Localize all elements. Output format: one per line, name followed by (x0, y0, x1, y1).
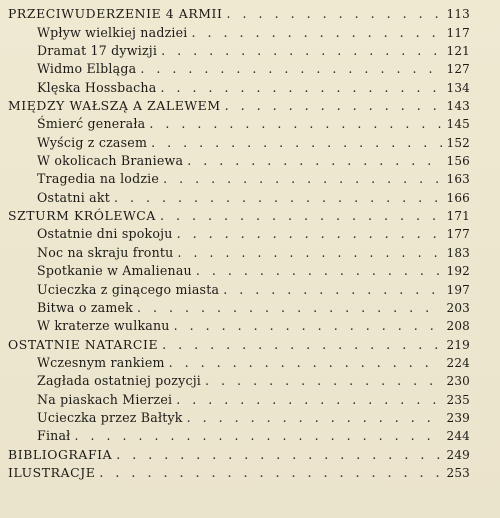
toc-page-number: 117 (446, 25, 470, 40)
toc-page-number: 143 (446, 99, 470, 114)
toc-entry-title: Finał (37, 428, 71, 444)
toc-page-number: 145 (446, 117, 470, 132)
toc-subentry (0, 60, 500, 78)
toc-entry-title: Dramat 17 dywizji (37, 43, 158, 59)
toc-page-number: 235 (446, 392, 470, 407)
toc-subentry (0, 78, 500, 96)
dot-leader (174, 317, 443, 335)
toc-page-number: 183 (446, 245, 470, 260)
toc-entry-title: Tragedia na lodzie (37, 171, 160, 187)
toc-chapter-entry (0, 5, 500, 23)
toc-page-number: 203 (446, 300, 470, 315)
dot-leader (187, 409, 443, 427)
toc-entry-title: Klęska Hossbacha (37, 79, 157, 95)
toc-subentry (0, 243, 500, 261)
toc-entry-title: Wczesnym rankiem (37, 354, 165, 370)
toc-entry-title: W okolicach Braniewa (37, 153, 184, 169)
toc-page-number: 253 (446, 465, 470, 480)
toc-subentry (0, 152, 500, 170)
toc-entry-title: Ucieczka przez Bałtyk (37, 409, 183, 425)
toc-subentry (0, 317, 500, 335)
dot-leader (225, 97, 443, 115)
toc-subentry (0, 42, 500, 60)
toc-entry-title: Bitwa o zamek (37, 299, 133, 315)
toc-subentry (0, 372, 500, 390)
toc-entry-title: W kraterze wulkanu (37, 318, 170, 334)
toc-entry-title: ILUSTRACJE (8, 464, 96, 480)
dot-leader (99, 464, 442, 482)
toc-page-number: 163 (446, 172, 470, 187)
dot-leader (74, 427, 442, 445)
toc-entry-title: PRZECIWUDERZENIE 4 ARMII (8, 6, 223, 22)
toc-entry-title: Wyścig z czasem (37, 134, 148, 150)
toc-page-number: 239 (446, 410, 470, 425)
dot-leader (163, 170, 442, 188)
toc-subentry (0, 23, 500, 41)
dot-leader (223, 281, 442, 299)
toc-subentry (0, 390, 500, 408)
dot-leader (205, 372, 442, 390)
toc-entry-title: BIBLIOGRAFIA (8, 446, 113, 462)
toc-entry-title: OSTATNIE NATARCIE (8, 336, 159, 352)
toc-entry-title: Ucieczka z ginącego miasta (37, 281, 220, 297)
toc-page-number: 197 (446, 282, 470, 297)
toc-subentry (0, 409, 500, 427)
toc-page-number: 177 (446, 227, 470, 242)
toc-entry-title: Widmo Elbląga (37, 61, 137, 77)
table-of-contents (0, 5, 500, 482)
toc-entry-title: Ostatnie dni spokoju (37, 226, 173, 242)
dot-leader (227, 5, 443, 23)
toc-page-number: 134 (446, 80, 470, 95)
dot-leader (192, 24, 443, 42)
toc-chapter-entry (0, 97, 500, 115)
toc-page-number: 121 (446, 44, 470, 59)
toc-subentry (0, 115, 500, 133)
toc-chapter-entry (0, 335, 500, 353)
toc-chapter-entry (0, 445, 500, 463)
toc-subentry (0, 188, 500, 206)
toc-entry-title: Śmierć generała (37, 116, 146, 132)
dot-leader (196, 262, 443, 280)
toc-subentry (0, 133, 500, 151)
dot-leader (140, 60, 442, 78)
dot-leader (160, 207, 443, 225)
toc-page-number: 127 (446, 62, 470, 77)
toc-subentry (0, 354, 500, 372)
toc-subentry (0, 170, 500, 188)
dot-leader (161, 42, 442, 60)
dot-leader (187, 152, 442, 170)
toc-entry-title: Spotkanie w Amalienau (37, 263, 192, 279)
toc-entry-title: Noc na skraju frontu (37, 244, 174, 260)
dot-leader (177, 244, 442, 262)
toc-page-number: 152 (446, 135, 470, 150)
toc-entry-title: Zagłada ostatniej pozycji (37, 373, 202, 389)
toc-subentry (0, 280, 500, 298)
toc-subentry (0, 427, 500, 445)
dot-leader (137, 299, 442, 317)
toc-page-number: 219 (446, 337, 470, 352)
toc-entry-title: SZTURM KRÓLEWCA (8, 208, 156, 224)
toc-chapter-entry (0, 464, 500, 482)
toc-entry-title: Wpływ wielkiej nadziei (37, 24, 188, 40)
toc-page-number: 244 (446, 429, 470, 444)
dot-leader (162, 336, 442, 354)
toc-page-number: 113 (446, 7, 470, 22)
toc-entry-title: Ostatni akt (37, 189, 110, 205)
toc-subentry (0, 299, 500, 317)
dot-leader (160, 79, 442, 97)
toc-entry-title: MIĘDZY WAŁSZĄ A ZALEWEM (8, 98, 221, 114)
toc-page-number: 208 (446, 319, 470, 334)
toc-page-number: 166 (446, 190, 470, 205)
toc-subentry (0, 225, 500, 243)
toc-page-number: 224 (446, 355, 470, 370)
toc-chapter-entry (0, 207, 500, 225)
toc-page-number: 156 (446, 154, 470, 169)
toc-page-number: 192 (446, 264, 470, 279)
toc-entry-title: Na piaskach Mierzei (37, 391, 173, 407)
dot-leader (176, 391, 442, 409)
toc-subentry (0, 262, 500, 280)
dot-leader (151, 134, 442, 152)
dot-leader (149, 115, 442, 133)
dot-leader (169, 354, 443, 372)
toc-page-number: 230 (446, 374, 470, 389)
toc-page-number: 171 (446, 209, 470, 224)
dot-leader (116, 446, 442, 464)
dot-leader (177, 225, 443, 243)
dot-leader (114, 189, 443, 207)
toc-page-number: 249 (446, 447, 470, 462)
